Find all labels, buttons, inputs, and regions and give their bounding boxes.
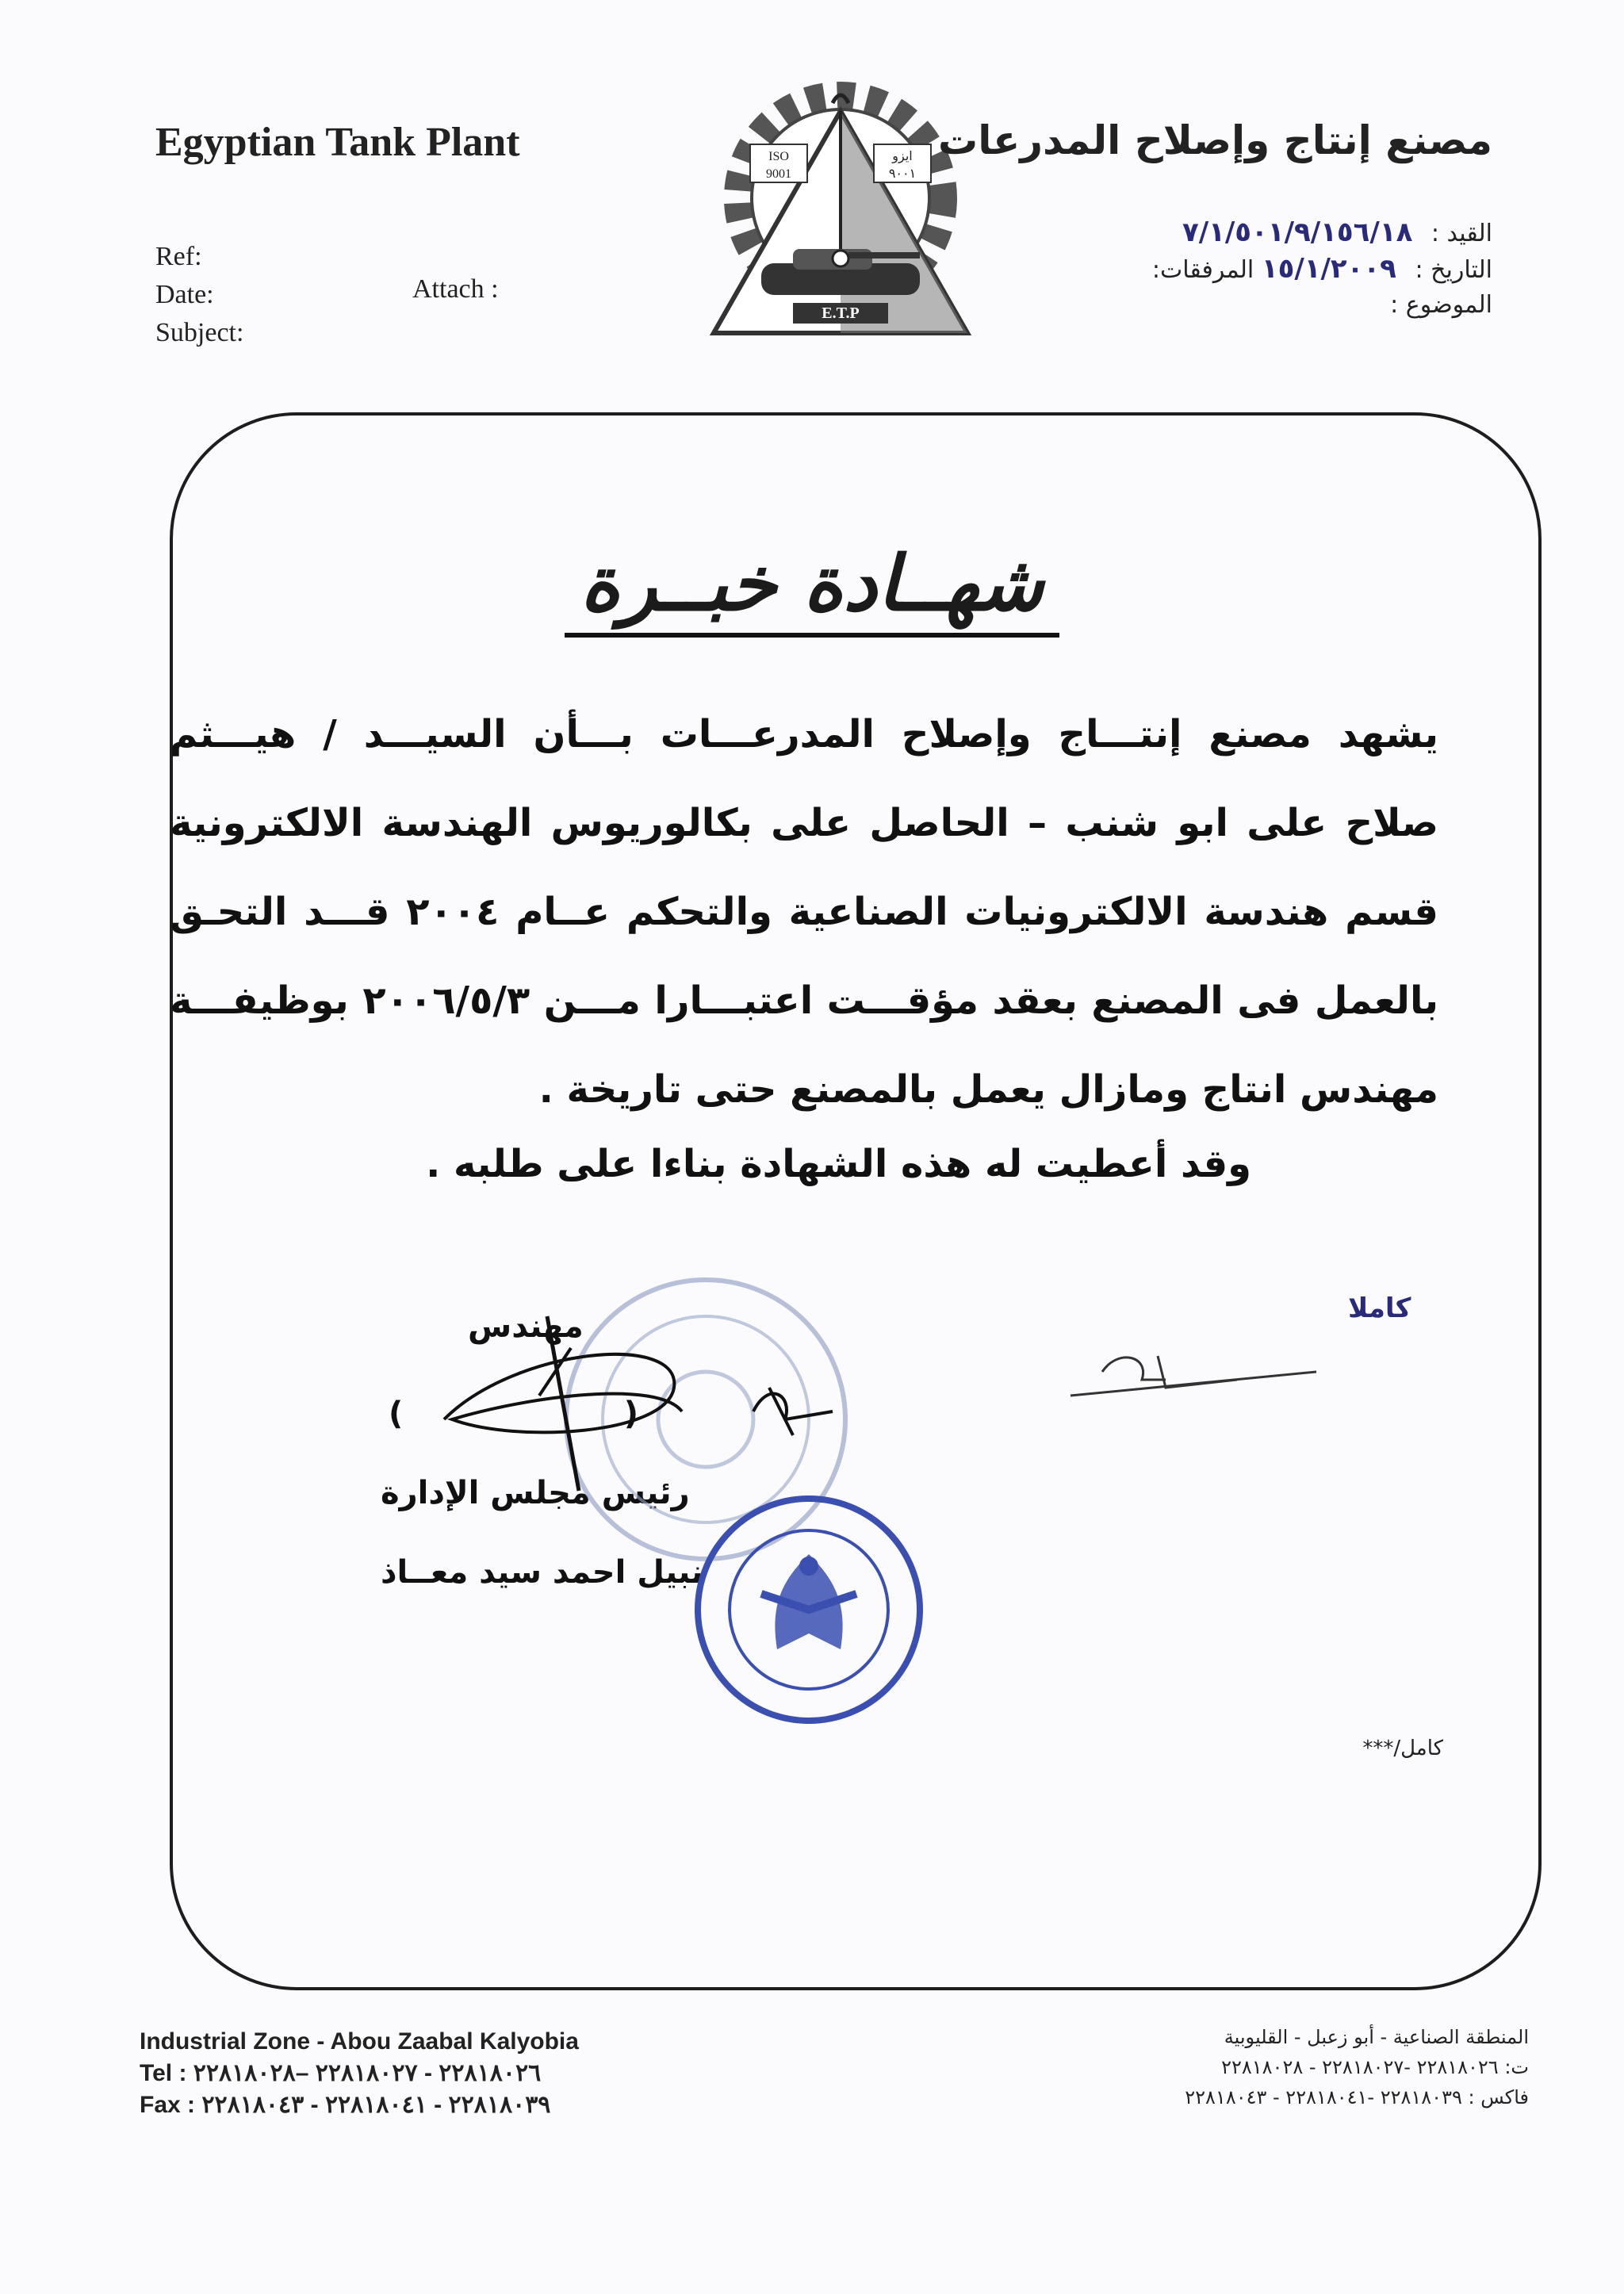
signatory-title: مهندس bbox=[468, 1308, 584, 1345]
ar-date-value: ١٥/١/٢٠٠٩ bbox=[1261, 253, 1396, 285]
subject-label: Subject: bbox=[155, 318, 244, 347]
body-line-4: بالعمل فى المصنع بعقد مؤقـــت اعتبـــارا مـــن ٢٠٠٦/٥/٣ بوظيفـــة bbox=[170, 978, 1439, 1023]
reviewer-signature bbox=[1055, 1308, 1340, 1411]
signatory-parens: ( ) bbox=[389, 1396, 639, 1432]
certificate-title-text: شهــادة خبــرة bbox=[565, 539, 1059, 638]
ref-label: Ref: bbox=[155, 242, 202, 271]
certificate-frame bbox=[170, 412, 1542, 1990]
body-line-5: مهندس انتاج ومازال يعمل بالمصنع حتى تاريخة . bbox=[538, 1067, 1438, 1112]
logo-iso-ar-number: ٩٠٠١ bbox=[888, 166, 917, 181]
footer-fax-en: Fax : ٢٢٨١٨٠٣٩ - ٢٢٨١٨٠٤١ - ٢٢٨١٨٠٤٣ bbox=[140, 2092, 551, 2118]
footer-fax-ar: فاكس : ٢٢٨١٨٠٣٩ -٢٢٨١٨٠٤١ - ٢٢٨١٨٠٤٣ bbox=[1185, 2086, 1529, 2108]
ar-date-row bbox=[1152, 251, 1492, 287]
certificate-body bbox=[170, 690, 1438, 1134]
eagle-icon bbox=[761, 1554, 856, 1649]
footer-address-en: Industrial Zone - Abou Zaabal Kalyobia bbox=[140, 2028, 579, 2055]
ar-attach-label: المرفقات: bbox=[1151, 256, 1254, 284]
ar-ref-label: القيد : bbox=[1431, 220, 1492, 247]
footer-arabic bbox=[1185, 2022, 1529, 2112]
body-line-1: يشهد مصنع إنتـــاج وإصلاح المدرعـــات بـــأن السيـــد / هيـــثم bbox=[170, 712, 1438, 756]
logo-iso-label: ISO bbox=[768, 150, 789, 163]
body-line-2: صلاح على ابو شنب – الحاصل على بكالوريوس الهندسة الالكترونية bbox=[170, 801, 1438, 845]
logo-iso-number: 9001 bbox=[766, 167, 791, 181]
footer-tel-ar: ت: ٢٢٨١٨٠٢٦ -٢٢٨١٨٠٢٧ - ٢٢٨١٨٠٢٨ bbox=[1221, 2056, 1529, 2078]
certificate-closing: وقد أعطيت له هذه الشهادة بناءا على طلبه . bbox=[426, 1142, 1251, 1186]
footer-address-ar: المنطقة الصناعية - أبو زعبل - القليوبية bbox=[1224, 2026, 1529, 2048]
date-label: Date: bbox=[155, 280, 214, 309]
ar-subject-row bbox=[1152, 287, 1492, 324]
signatory-name: نبيل احمد سيد معــاذ bbox=[381, 1554, 703, 1591]
logo-iso-ar-label: ايزو bbox=[892, 148, 913, 163]
company-name-ar: مصنع إنتاج وإصلاح المدرعات bbox=[938, 117, 1492, 163]
official-seal bbox=[690, 1491, 928, 1729]
ar-ref-value: ٧/١/٥٠١/٩/١٥٦/١٨ bbox=[1182, 216, 1413, 248]
approval-note: كاملا bbox=[1348, 1293, 1411, 1324]
ar-subject-label: الموضوع : bbox=[1390, 291, 1492, 319]
arabic-fields bbox=[1152, 214, 1492, 324]
body-line-3: قسم هندسة الالكترونيات الصناعية والتحكم عــام ٢٠٠٤ قـــد التحـق bbox=[170, 890, 1438, 934]
footer-english bbox=[140, 2026, 579, 2121]
kamel-note: كامل/*** bbox=[1362, 1737, 1443, 1760]
signatory-role: رئيس مجلس الإدارة bbox=[381, 1475, 690, 1511]
company-name-en: Egyptian Tank Plant bbox=[155, 120, 520, 165]
attach-label: Attach : bbox=[412, 274, 499, 304]
certificate-title bbox=[0, 539, 1624, 628]
ar-ref-row bbox=[1152, 214, 1492, 251]
chairman-signature bbox=[420, 1300, 864, 1522]
footer-tel-en: Tel : ٢٢٨١٨٠٢٦ - ٢٢٨١٨٠٢٧ –٢٢٨١٨٠٢٨ bbox=[140, 2060, 542, 2086]
ar-date-label: التاريخ : bbox=[1415, 256, 1492, 284]
english-fields bbox=[155, 238, 243, 352]
logo-initials: E.T.P bbox=[822, 304, 860, 322]
